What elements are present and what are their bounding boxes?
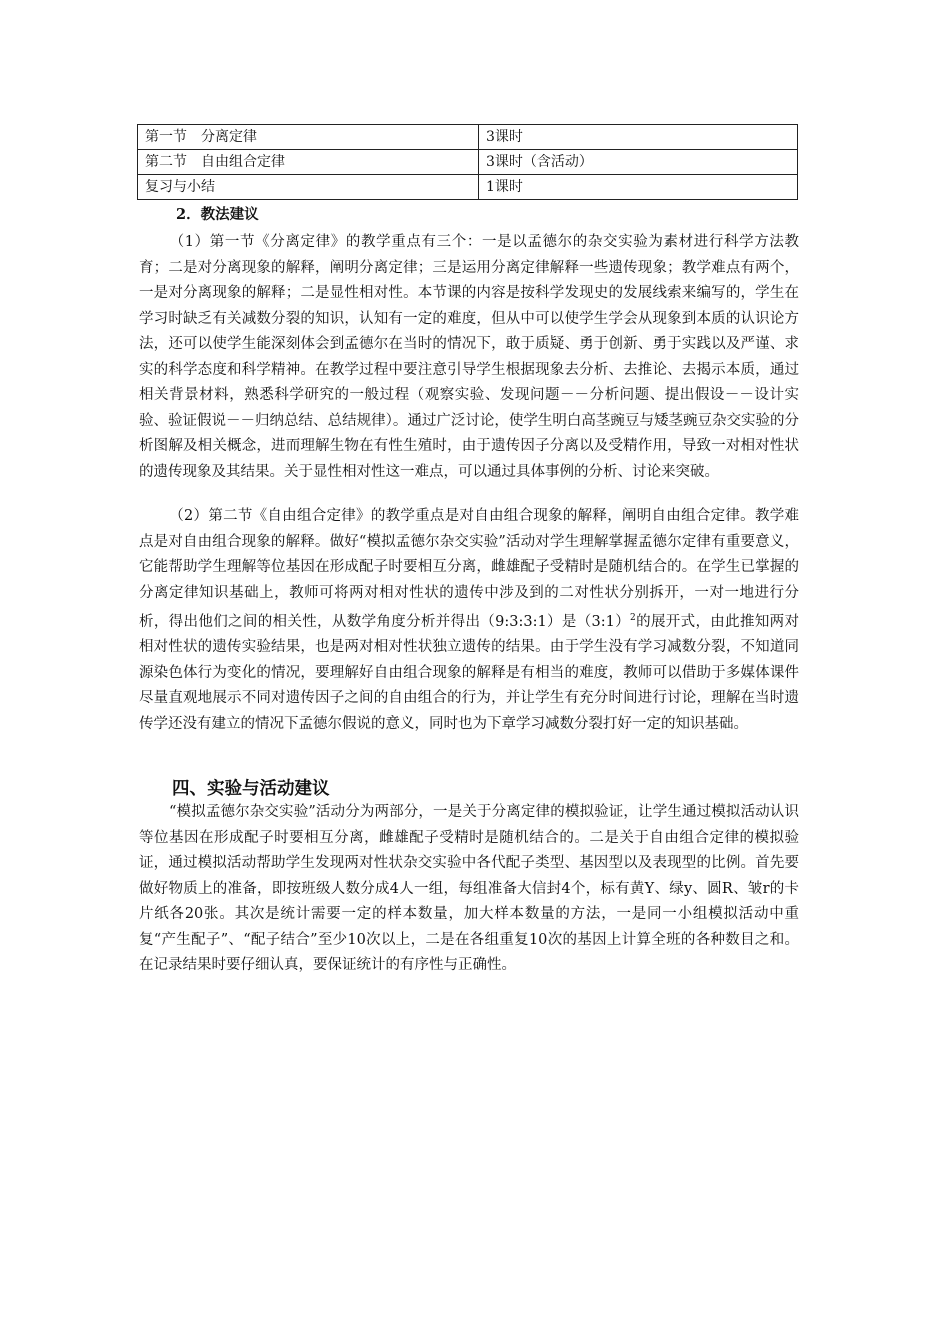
table-cell-hours: 3课时（含活动） — [479, 150, 798, 175]
table-cell-section: 第一节 分离定律 — [138, 125, 479, 150]
table-row — [138, 125, 798, 150]
table-cell-section: 复习与小结 — [138, 175, 479, 200]
paragraph-text: （2）第二节《自由组合定律》的教学重点是对自由组合现象的解释，阐明自由组合定律。教学难点是对自由组合现象的解释。做好“模拟孟德尔杂交实验”活动对学生理解掌握孟德尔定律有重要意义，它能帮助学生理解等位基因在形成配子时要相互分离，雌雄配子受精时是随机结合的。在学生已掌握的分离定律知识基础上，教师可将两对相对性状的遗传中涉及到的二对性状分别拆开，一对一地进行分析，得出他们之间的相关性，从数学角度分析并得出（9:3:3:1）是（3:1） — [139, 508, 799, 630]
paragraph-section1-methods — [139, 230, 799, 485]
paragraph-activity-suggestions — [139, 800, 799, 979]
teaching-methods-heading: 2．教法建议 — [176, 206, 259, 223]
paragraph-text: （1）第一节《分离定律》的教学重点有三个：一是以孟德尔的杂交实验为素材进行科学方法教育；二是对分离现象的解释，阐明分离定律；三是运用分离定律解释一些遗传现象；教学难点有两个，一是对分离现象的解释；二是显性相对性。本节课的内容是按科学发现史的发展线索来编写的，学生在学习时缺乏有关减数分裂的知识，认知有一定的难度，但从中可以使学生学会从现象到本质的认识论方法，还可以使学生能深刻体会到孟德尔在当时的情况下，敢于质疑、勇于创新、勇于实践以及严谨、求实的科学态度和科学精神。在教学过程中要注意引导学生根据现象去分析、去推论、去揭示本质，通过相关背景材料，熟悉科学研究的一般过程（观察实验、发现问题－－分析问题、提出假设－－设计实验、验证假说－－归纳总结、总结规律）。通过广泛讨论，使学生明白高茎豌豆与矮茎豌豆杂交实验的分析图解及相关概念，进而理解生物在有性生殖时，由于遗传因子分离以及受精作用，导致一对相对性状的遗传现象及其结果。关于显性相对性这一难点，可以通过具体事例的分析、讨论来突破。 — [139, 234, 799, 480]
section-heading: 四、实验与活动建议 — [172, 779, 330, 799]
superscript-exponent: 2 — [630, 613, 636, 623]
schedule-table — [137, 124, 798, 200]
table-row — [138, 150, 798, 175]
table-cell-hours: 1课时 — [479, 175, 798, 200]
paragraph-text: “模拟孟德尔杂交实验”活动分为两部分，一是关于分离定律的模拟验证，让学生通过模拟活动认识等位基因在形成配子时要相互分离，雌雄配子受精时是随机结合的。二是关于自由组合定律的模拟验证，通过模拟活动帮助学生发现两对性状杂交实验中各代配子类型、基因型以及表现型的比例。首先要做好物质上的准备，即按班级人数分成4人一组，每组准备大信封4个，标有黄Y、绿y、圆R、皱r的卡片纸各20张。其次是统计需要一定的样本数量，加大样本数量的方法，一是同一小组模拟活动中重复“产生配子”、“配子结合”至少10次以上，二是在各组重复10次的基因上计算全班的各种数目之和。在记录结果时要仔细认真，要保证统计的有序性与正确性。 — [139, 804, 799, 973]
table-cell-section: 第二节 自由组合定律 — [138, 150, 479, 175]
paragraph-text: 的展开式，由此推知两对相对性状的遗传实验结果，也是两对相对性状独立遗传的结果。由于学生没有学习减数分裂，不知道同源染色体行为变化的情况，要理解好自由组合现象的解释是有相当的难度，教师可以借助于多媒体课件尽量直观地展示不同对遗传因子之间的自由组合的行为，并让学生有充分时间进行讨论，理解在当时遗传学还没有建立的情况下孟德尔假说的意义，同时也为下章学习减数分裂打好一定的知识基础。 — [139, 613, 800, 732]
paragraph-section2-methods — [139, 504, 799, 737]
table-cell-hours: 3课时 — [479, 125, 798, 150]
table-row — [138, 175, 798, 200]
